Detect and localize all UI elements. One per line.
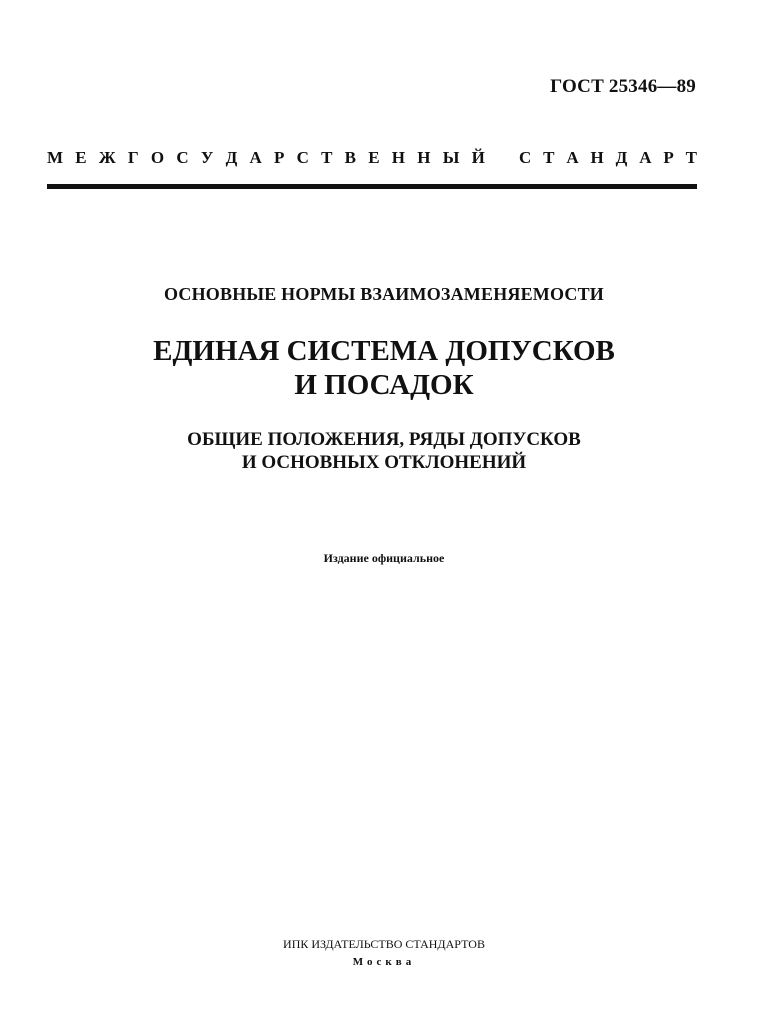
letter: А: [566, 148, 579, 167]
standard-word: [519, 148, 697, 168]
letter: М: [47, 148, 64, 167]
letter: А: [639, 148, 652, 167]
document-subtitle: [0, 428, 768, 474]
letter: Д: [615, 148, 628, 167]
document-title: [0, 334, 768, 402]
header-divider: [47, 184, 697, 189]
edition-note: Издание официальное: [323, 551, 445, 565]
interstate-word: [47, 148, 485, 168]
letter: О: [150, 148, 165, 167]
letter: С: [296, 148, 309, 167]
letter: Т: [543, 148, 555, 167]
title-line: И ПОСАДОК: [294, 369, 474, 401]
series-title: ОСНОВНЫЕ НОРМЫ ВЗАИМОЗАМЕНЯЕМОСТИ: [163, 284, 605, 304]
letter: Г: [127, 148, 139, 167]
subtitle-line: ОБЩИЕ ПОЛОЖЕНИЯ, РЯДЫ ДОПУСКОВ: [187, 429, 581, 450]
letter: Т: [685, 148, 697, 167]
letter: А: [249, 148, 262, 167]
publisher-city: Москва: [352, 956, 416, 968]
letter: Ж: [98, 148, 116, 167]
letter: Е: [75, 148, 87, 167]
letter: Е: [368, 148, 380, 167]
standard-code: ГОСТ 25346—89: [550, 76, 696, 97]
letter: Ы: [442, 148, 460, 167]
title-line: ЕДИНАЯ СИСТЕМА ДОПУСКОВ: [153, 335, 615, 367]
letter: Н: [417, 148, 431, 167]
letter: С: [176, 148, 189, 167]
letter: С: [519, 148, 532, 167]
letter: Н: [391, 148, 406, 167]
letter: Й: [471, 148, 485, 167]
letter: Р: [273, 148, 285, 167]
letter: Н: [590, 148, 604, 167]
letter: Т: [321, 148, 333, 167]
letter: В: [344, 148, 356, 167]
interstate-standard-heading: [47, 148, 697, 168]
letter: Д: [225, 148, 238, 167]
letter: У: [200, 148, 214, 167]
subtitle-line: И ОСНОВНЫХ ОТКЛОНЕНИЙ: [241, 452, 527, 473]
letter: Р: [663, 148, 674, 167]
publisher-name: ИПК ИЗДАТЕЛЬСТВО СТАНДАРТОВ: [283, 937, 485, 951]
